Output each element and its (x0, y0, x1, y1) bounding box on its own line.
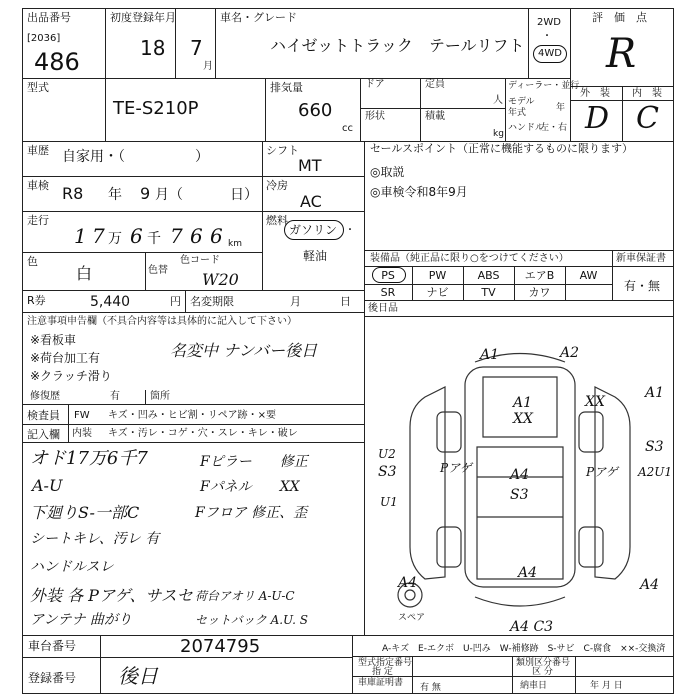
hw-note-6: 外装 各 Pアゲ、サスセ (30, 586, 193, 605)
mark-page-right: Pアゲ (586, 465, 618, 479)
equip-sr: SR (380, 286, 396, 299)
shape-label: 形状 (365, 111, 385, 122)
reg-number-value: 後日 (118, 664, 158, 688)
drive-4wd: 4WD (538, 48, 562, 59)
mileage-d3: 6 (130, 224, 143, 248)
equip-aw: AW (579, 269, 598, 282)
int-label: 内 装 (632, 88, 662, 99)
divider (68, 404, 69, 442)
hw-note-7: アンテナ 曲がり (30, 612, 132, 628)
cert-label4: 納車日 (520, 681, 548, 691)
meigi-label: 名変期限 (190, 295, 234, 308)
color-code-value: W20 (202, 270, 239, 289)
fuel-value1: ガソリン (289, 223, 338, 237)
divider (262, 141, 263, 290)
int-value: C (636, 101, 659, 136)
reg-number-label: 登録番号 (28, 671, 77, 685)
mileage-d4: 7 (170, 224, 183, 248)
reg-year: 18 (140, 36, 166, 60)
ext-value: D (585, 101, 610, 136)
divider (22, 176, 262, 177)
cert-label3: 車庫証明書 (358, 678, 404, 688)
checker-interior: 内装 (72, 428, 92, 439)
hw-note-5: ハンドルスレ (30, 559, 114, 575)
color-change-label: 色替 (148, 265, 168, 276)
divider (22, 312, 364, 313)
hw-note-4: シートキレ、汚レ 有 (30, 531, 160, 547)
equip-ps: PS (381, 269, 395, 282)
inspection-year-unit: 年 (108, 187, 122, 203)
model-year-unit: 年 (556, 103, 566, 113)
divider (612, 250, 613, 300)
divider (22, 635, 674, 636)
model-label: 車名・グレード (220, 11, 297, 24)
equip-navi: ナビ (426, 286, 449, 299)
aircon-value: AC (300, 192, 322, 211)
hw-note-11: 荷台アオリ A-U-C (195, 589, 295, 603)
recycle-unit: 円 (170, 295, 181, 308)
mark-u2-left: U2 (378, 447, 396, 461)
mark-s3-left: S3 (378, 464, 397, 480)
history-label: 車歴 (27, 144, 49, 157)
meigi-day-unit: 日 (340, 295, 351, 308)
mark-a4c3-back: A4 C3 (510, 619, 554, 635)
cc-value: 660 (298, 100, 333, 121)
checker-label1: 検査員 (27, 409, 60, 422)
mileage-d1: 1 (74, 224, 87, 248)
warranty-value: 有・無 (624, 279, 661, 293)
divider (185, 290, 186, 312)
divider (145, 252, 146, 290)
shift-label: シフト (266, 144, 299, 157)
divider (22, 290, 364, 291)
hw-note-3: 下廻りS-一部C (30, 503, 140, 522)
chassis-label: 車台番号 (28, 639, 77, 653)
divider (360, 108, 505, 109)
score-label: 評 価 点 (592, 11, 647, 24)
recycle-value: 5,440 (90, 294, 131, 310)
inspection-day-unit: 日） (230, 187, 258, 203)
divider (22, 404, 364, 405)
divider (262, 176, 364, 177)
hw-note-10: Fフロア 修正、歪 (195, 505, 308, 521)
recycle-label: R券 (27, 294, 46, 307)
divider (570, 86, 674, 87)
divider (364, 250, 674, 251)
mileage-d6: 6 (210, 224, 223, 248)
mark-a4-rear: A4 (518, 565, 538, 581)
equip-abs: ABS (477, 269, 500, 282)
divider (352, 635, 353, 694)
divider (360, 78, 361, 141)
aircon-label: 冷房 (266, 179, 288, 192)
mark-xx-right: XX (585, 394, 605, 410)
notes-handwritten: 名変中 ナンバー後日 (170, 341, 318, 360)
equip-leather: カワ (528, 286, 551, 299)
score-value: R (606, 31, 637, 77)
cc-unit: cc (342, 123, 353, 134)
history-value: 自家用・（ ） (62, 149, 209, 165)
fuel-dot: ・ (345, 225, 355, 236)
color-value: 白 (76, 264, 93, 283)
inspection-label: 車検 (27, 179, 49, 192)
repair-place: 箇所 (150, 391, 170, 402)
inspection-month: 9 (140, 184, 151, 203)
warranty-label: 新車保証書 (616, 253, 666, 264)
mark-xx-hood: XX (513, 411, 533, 427)
note-item-3: ※クラッチ滑り (30, 369, 112, 383)
model-year-label: モデル (508, 97, 535, 107)
capacity-label: 定員 (425, 79, 445, 90)
shift-value: MT (298, 156, 322, 175)
mark-a4-center: A4 (510, 467, 530, 483)
hw-note-9: Fパネル XX (200, 479, 300, 495)
handle-label: ハンドル (508, 123, 545, 133)
mark-a1-front-left: A1 (480, 347, 500, 363)
mileage-d2: 7 (92, 224, 105, 248)
equipment-title: 装備品（純正品に限り○をつけてください） (370, 253, 569, 264)
divider (570, 8, 571, 141)
mileage-u1: 万 (108, 231, 122, 247)
lot-sub: [2036] (27, 33, 61, 44)
fuel-value2: 軽油 (303, 249, 328, 263)
cert-label1b: 指 定 (372, 667, 393, 677)
divider (420, 78, 421, 141)
fuel-label: 燃料 (266, 214, 288, 227)
reg-label: 初度登録年月 (110, 11, 176, 24)
mileage-d5: 6 (190, 224, 203, 248)
ext-label: 外 装 (580, 88, 610, 99)
door-label: ドア (365, 79, 385, 90)
sales-line2: ◎車検令和8年9月 (370, 185, 468, 199)
mileage-label: 走行 (27, 214, 49, 227)
inspection-month-unit: 月（ (155, 187, 183, 203)
cert-label3b: 有 無 (420, 683, 441, 693)
mileage-u2: 千 (147, 231, 161, 247)
cert-label1: 型式指定番号 (358, 658, 413, 668)
repair-value: 有 (110, 391, 120, 402)
checker-int-items: キズ・汚レ・コゲ・穴・スレ・キレ・破レ (108, 428, 298, 439)
equip-tv: TV (481, 286, 496, 299)
equip-pw: PW (428, 269, 447, 282)
divider (575, 656, 576, 694)
mark-a1-right: A1 (645, 385, 665, 401)
type-value: TE-S210P (113, 98, 199, 119)
lot-number: 486 (34, 48, 80, 76)
divider (22, 252, 262, 253)
equip-airbag: エアB (524, 269, 555, 282)
color-code-label: 色コード (180, 255, 220, 266)
mark-s3-center: S3 (510, 487, 529, 503)
divider (528, 8, 529, 78)
handle-value: 左・右 (540, 123, 568, 133)
sales-title: セールスポイント（正常に機能するものに限ります） (370, 142, 634, 155)
capacity-unit: 人 (493, 95, 503, 106)
divider (352, 676, 674, 677)
drive-2wd: 2WD (537, 17, 561, 28)
mark-s3-right: S3 (645, 439, 664, 455)
color-label: 色 (27, 255, 38, 268)
mark-u1-left: U1 (380, 495, 398, 509)
note-item-1: ※看板車 (30, 333, 77, 347)
note-item-2: ※荷台加工有 (30, 351, 101, 365)
divider (22, 442, 364, 443)
checker-fw-items: キズ・凹み・ヒビ割・リペア跡・×要 (108, 410, 276, 421)
cert-label4b: 年 月 日 (590, 681, 623, 691)
inspection-era: R8 (62, 184, 84, 203)
type-label: 型式 (27, 81, 49, 94)
cert-label2: 類別区分番号 (516, 658, 571, 668)
divider (22, 211, 262, 212)
divider (265, 78, 266, 141)
divider (622, 86, 623, 141)
divider (22, 424, 364, 425)
load-label: 積載 (425, 111, 445, 122)
checker-label2: 記入欄 (27, 428, 60, 441)
damage-legend: A-キズ E-エクボ U-凹み W-補修跡 S-サビ C-腐食 ××-交換済 (382, 644, 666, 654)
mark-a4-rear-left: A4 (398, 575, 418, 591)
divider (262, 211, 364, 212)
hw-note-12: セットバック A.U. S (195, 613, 308, 627)
divider (145, 390, 146, 404)
spare-label: スペア (398, 613, 426, 623)
meigi-month-unit: 月 (290, 295, 301, 308)
notes-title: 注意事項申告欄（不具合内容等は具体的に記入して下さい） (27, 316, 297, 327)
lot-label: 出品番号 (27, 11, 71, 24)
chassis-value: 2074795 (180, 636, 261, 657)
hw-note-1: オド17万6千7 (30, 448, 148, 469)
dealer-label: ディーラー・並行 (508, 81, 580, 91)
hw-note-8: Fピラー 修正 (200, 454, 308, 470)
repair-label: 修復歴 (30, 391, 60, 402)
divider (22, 657, 352, 658)
attach-label: 後日品 (368, 303, 398, 314)
model-year-label2: 年式 (508, 108, 527, 118)
divider (512, 656, 513, 694)
mark-page-left: Pアゲ (440, 461, 472, 475)
mark-a1-hood: A1 (513, 395, 533, 411)
cert-label2b: 区 分 (532, 667, 553, 677)
reg-month-unit: 月 (203, 61, 213, 72)
load-unit: kg (493, 129, 504, 139)
sales-line1: ◎取説 (370, 165, 405, 179)
model-name: ハイゼットトラック テールリフト (270, 36, 525, 55)
divider (412, 656, 413, 694)
reg-month: 7 (190, 36, 203, 60)
drive-dot: ・ (542, 31, 552, 42)
divider (105, 8, 106, 141)
mark-a2-front-right: A2 (560, 345, 580, 361)
mileage-unit: km (228, 239, 242, 249)
mark-a4-rear-right: A4 (640, 577, 660, 593)
mark-a2u1-right: A2U1 (638, 465, 673, 479)
divider (100, 635, 101, 694)
checker-fw: FW (74, 410, 90, 421)
divider (215, 8, 216, 78)
divider (352, 656, 674, 657)
divider (505, 78, 506, 141)
cc-label: 排気量 (270, 81, 303, 94)
hw-note-2: A-U (32, 476, 63, 495)
